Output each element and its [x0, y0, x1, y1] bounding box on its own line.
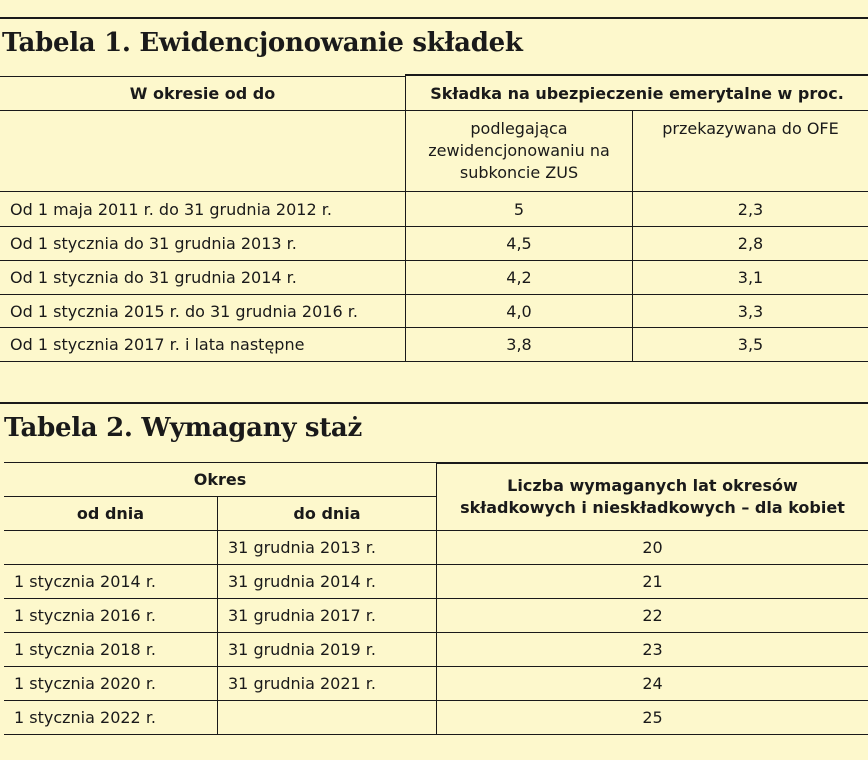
table2-header-from: od dnia [76, 504, 145, 523]
table1-subheader-zus: podlegająca zewidencjonowaniu na subkoncie ZUS [428, 119, 610, 182]
table1-row-zus: 4,0 [506, 301, 532, 321]
table2-title: Tabela 2. Wymagany staż [4, 413, 362, 443]
table2-row-from: 1 stycznia 2020 r. [14, 674, 157, 693]
table1-row-period: Od 1 stycznia 2015 r. do 31 grudnia 2016 r. [10, 301, 358, 321]
table1-row-zus: 5 [513, 199, 525, 219]
table2-row-from: 1 stycznia 2014 r. [14, 572, 157, 591]
table2-header-to: do dnia [293, 504, 361, 523]
table2-row-from [4, 531, 217, 564]
table1-title: Tabela 1. Ewidencjonowanie składek [2, 28, 523, 58]
table1-rule [405, 74, 868, 76]
table1-row-period: Od 1 maja 2011 r. do 31 grudnia 2012 r. [10, 199, 332, 219]
table2-header-years: Liczba wymaganych lat okresów składkowych i nieskładkowych – dla kobiet [460, 476, 845, 517]
table2-row-from: 1 stycznia 2016 r. [14, 606, 157, 625]
table1-row-ofe: 2,8 [737, 234, 764, 253]
table1-rule [0, 361, 868, 362]
table2-header-okres: Okres [193, 470, 247, 489]
table1-header-period: W okresie od do [129, 84, 276, 103]
table1-row-ofe: 3,1 [737, 268, 764, 287]
table1-row-zus: 3,8 [506, 335, 532, 354]
table1-top-rule [0, 17, 868, 19]
table2-row-from: 1 stycznia 2022 r. [14, 708, 157, 727]
table2-row-to [218, 701, 436, 734]
table2-row-years: 24 [642, 674, 663, 693]
table1-row-ofe: 2,3 [737, 199, 764, 219]
table2-row-to: 31 grudnia 2013 r. [228, 538, 376, 557]
table1-row-ofe: 3,5 [737, 335, 764, 354]
table2-row-to: 31 grudnia 2021 r. [228, 674, 376, 693]
table2-row-years: 25 [642, 708, 663, 727]
table2-row-years: 23 [642, 640, 663, 659]
table2-top-rule [0, 402, 868, 404]
table1-header-contribution: Składka na ubezpieczenie emerytalne w proc. [430, 84, 844, 103]
table1-row-period: Od 1 stycznia do 31 grudnia 2013 r. [10, 234, 297, 253]
table1-row-ofe: 3,3 [737, 301, 764, 321]
table2-row-to: 31 grudnia 2019 r. [228, 640, 376, 659]
table1-row-period: Od 1 stycznia do 31 grudnia 2014 r. [10, 268, 297, 287]
table2-row-years: 22 [642, 606, 663, 625]
table2-row-to: 31 grudnia 2014 r. [228, 572, 376, 591]
table2-row-years: 20 [642, 538, 663, 557]
table2-rule [4, 734, 868, 735]
table2-row-to: 31 grudnia 2017 r. [228, 606, 376, 625]
table2-row-years: 21 [642, 572, 663, 591]
table1-subheader-ofe: przekazywana do OFE [662, 119, 839, 138]
table1-row-zus: 4,5 [506, 234, 532, 253]
table1-row-zus: 4,2 [506, 268, 532, 287]
table2-row-from: 1 stycznia 2018 r. [14, 640, 157, 659]
table1-row-period: Od 1 stycznia 2017 r. i lata następne [10, 335, 305, 354]
